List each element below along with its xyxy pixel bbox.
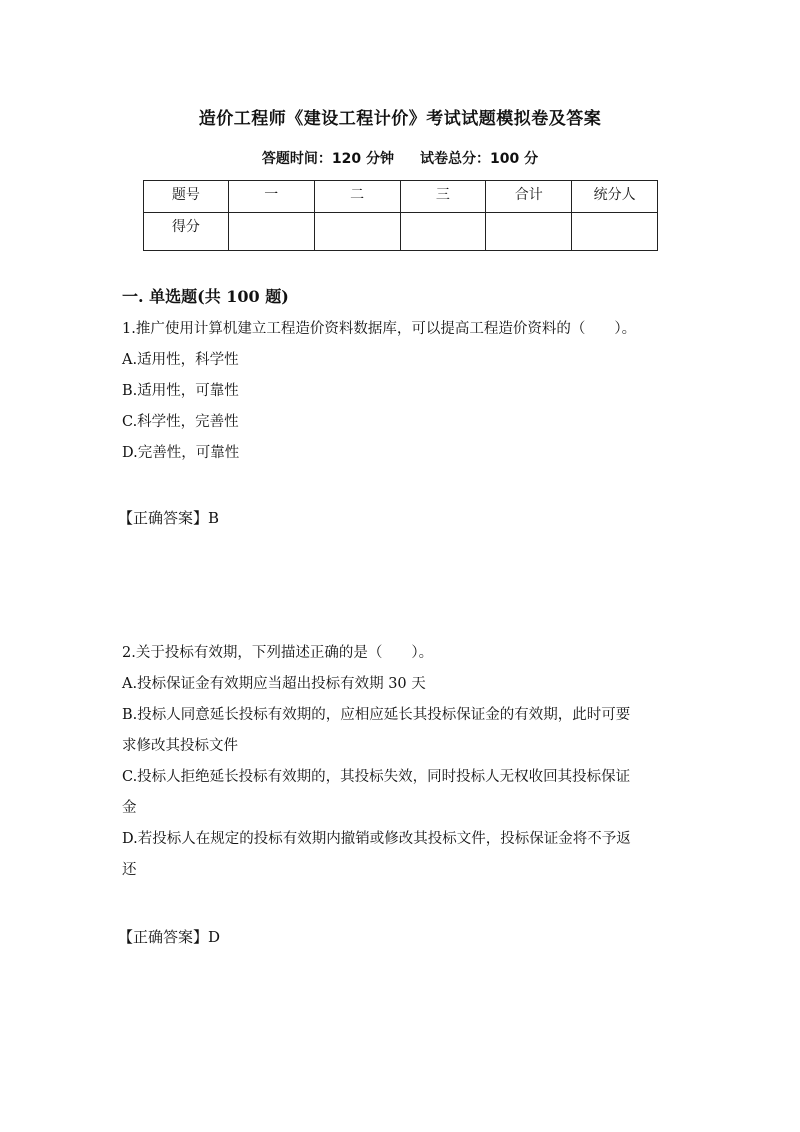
- question-stem: 1.推广使用计算机建立工程造价资料数据库，可以提高工程造价资料的（ ）。: [122, 321, 637, 337]
- score-row-label: 得分: [144, 213, 229, 251]
- score-cell: [572, 213, 658, 251]
- exam-title: 造价工程师《建设工程计价》考试试题模拟卷及答案: [198, 109, 602, 129]
- score-cell: [486, 213, 572, 251]
- time-label: 答题时间：120 分钟: [261, 151, 394, 167]
- score-table-score-row: [144, 213, 658, 251]
- answer-1: 【正确答案】B: [118, 509, 220, 527]
- option-b-continued: 求修改其投标文件: [122, 738, 238, 754]
- score-header-cell: 二: [314, 181, 400, 213]
- score-header-cell: 一: [228, 181, 314, 213]
- option-c: C.投标人拒绝延长投标有效期的，其投标失效，同时投标人无权收回其投标保证: [122, 769, 631, 785]
- total-score-label: 试卷总分：100 分: [420, 151, 539, 167]
- score-cell: [314, 213, 400, 251]
- option-c-continued: 金: [122, 800, 137, 816]
- exam-meta: [0, 148, 800, 168]
- option-c: C.科学性，完善性: [122, 414, 239, 430]
- score-header-cell: 统分人: [572, 181, 658, 213]
- option-a: A.适用性，科学性: [122, 352, 239, 368]
- question-stem: 2.关于投标有效期，下列描述正确的是（ ）。: [122, 645, 434, 661]
- score-header-cell: 三: [400, 181, 486, 213]
- question-2: [122, 638, 682, 886]
- section-title: 一. 单选题(共 100 题): [122, 287, 289, 306]
- option-b: B.适用性，可靠性: [122, 383, 239, 399]
- option-b: B.投标人同意延长投标有效期的，应相应延长其投标保证金的有效期，此时可要: [122, 707, 631, 723]
- option-d-continued: 还: [122, 862, 137, 878]
- score-header-cell: 合计: [486, 181, 572, 213]
- score-table-header-row: [144, 181, 658, 213]
- option-d: D.完善性，可靠性: [122, 445, 240, 461]
- question-1: [122, 314, 682, 469]
- answer-2: 【正确答案】D: [118, 928, 221, 946]
- option-a: A.投标保证金有效期应当超出投标有效期 30 天: [122, 676, 426, 692]
- score-cell: [228, 213, 314, 251]
- option-d: D.若投标人在规定的投标有效期内撤销或修改其投标文件，投标保证金将不予返: [122, 831, 631, 847]
- score-header-cell: 题号: [144, 181, 229, 213]
- score-cell: [400, 213, 486, 251]
- score-table: [143, 180, 658, 251]
